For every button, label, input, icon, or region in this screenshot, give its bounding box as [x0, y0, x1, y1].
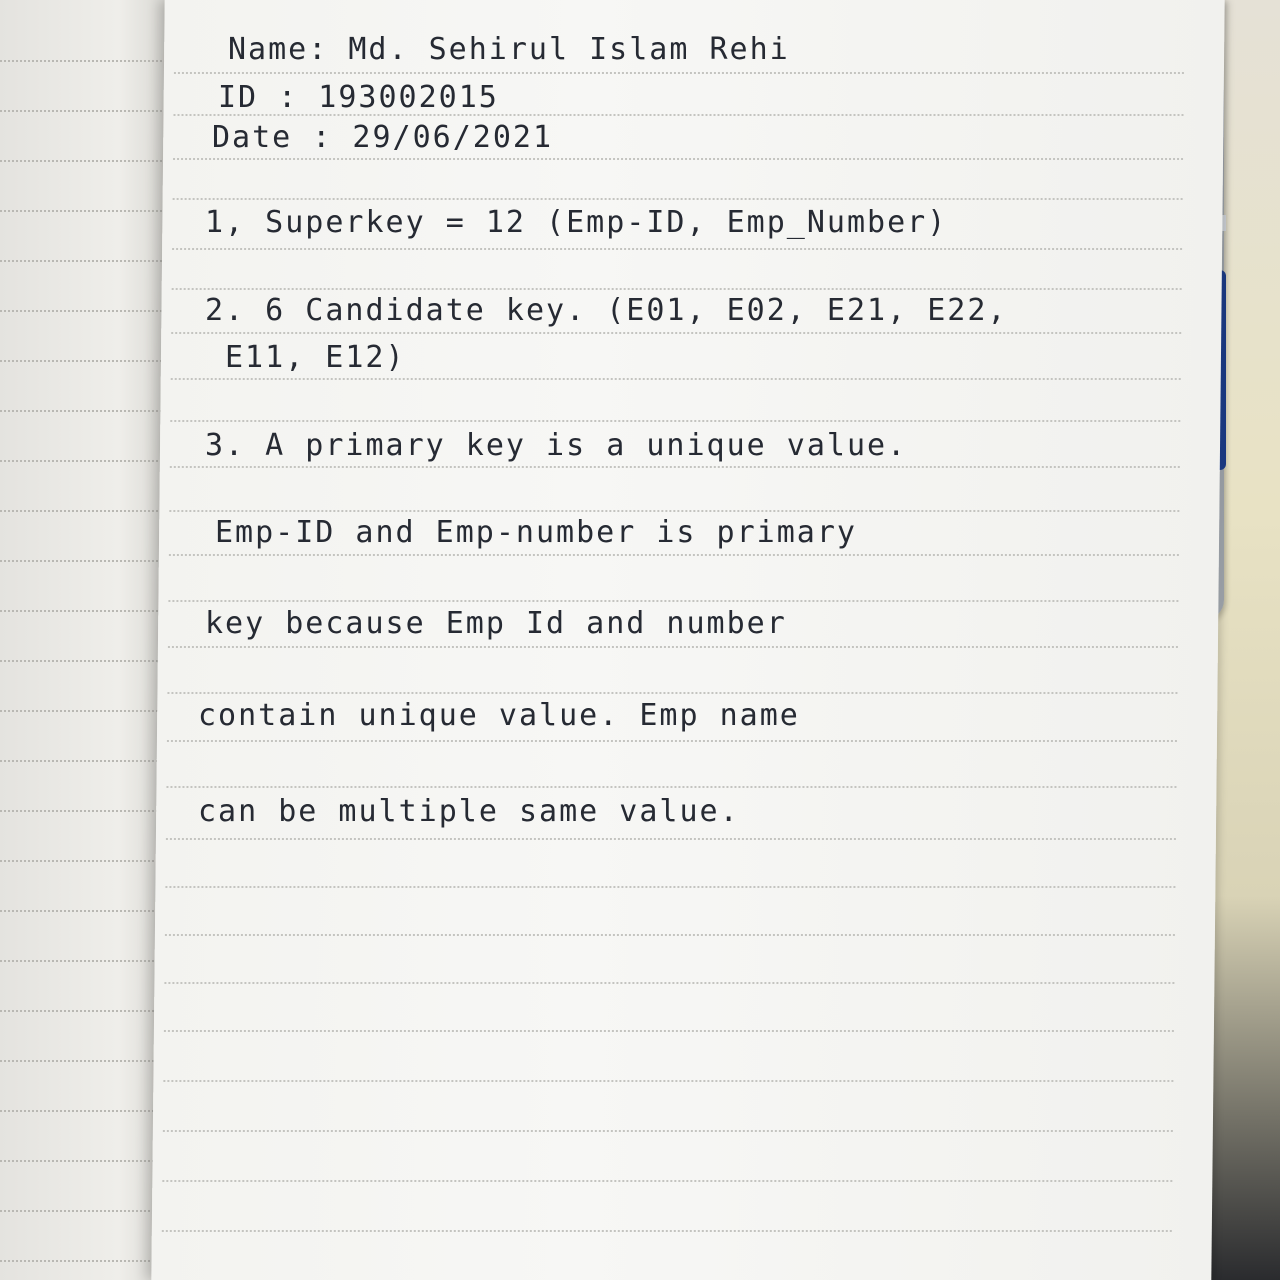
left-facing-page — [0, 0, 170, 1280]
answer-2-line-1: 2. 6 Candidate key. (E01, E02, E21, E22, — [205, 293, 1008, 328]
answer-2-line-2: E11, E12) — [225, 340, 406, 375]
answer-3-line-1: 3. A primary key is a unique value. — [205, 428, 908, 463]
answer-3-line-2: Emp-ID and Emp-number is primary — [215, 515, 857, 550]
answer-1: 1, Superkey = 12 (Emp-ID, Emp_Number) — [205, 205, 948, 240]
student-id: ID : 193002015 — [218, 80, 499, 115]
answer-3-line-3: key because Emp Id and number — [205, 606, 787, 641]
submission-date: Date : 29/06/2021 — [212, 120, 554, 155]
answer-3-line-4: contain unique value. Emp name — [198, 698, 800, 733]
answer-3-line-5: can be multiple same value. — [198, 794, 740, 829]
student-name: Name: Md. Sehirul Islam Rehi — [228, 32, 790, 67]
